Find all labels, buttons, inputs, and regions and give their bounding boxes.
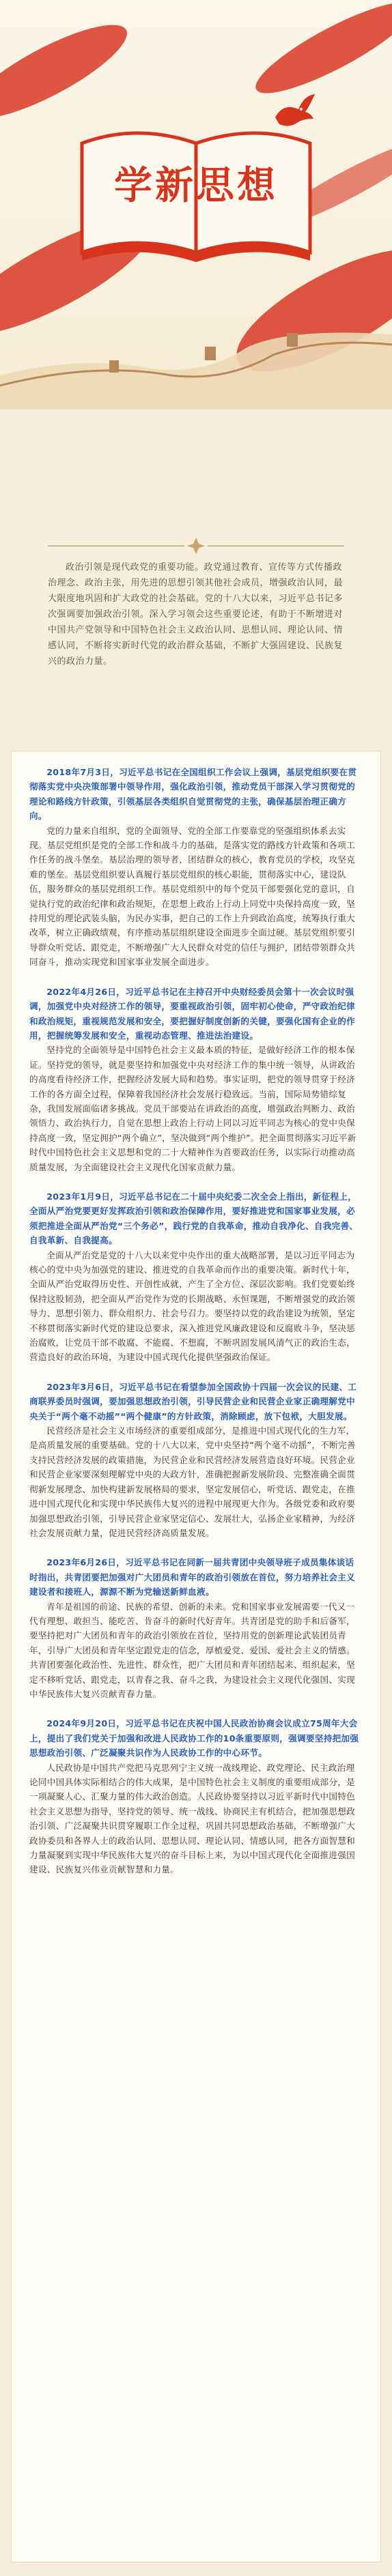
section-2018 — [29, 765, 363, 970]
content-card — [11, 751, 381, 2562]
section-lead: 2022年4月26日，习近平总书记在主持召开中央财经委员会第十一次会议时强调，加强党中央对经济工作的领导，要重视政治引领，固牢初心使命，严守政治纪律和政治规矩，重视规范发展和安全，要把握好制度创新的关键，要强化国有企业的作用，把握统筹发展和安全，重视动态管理、推进法治建设。 — [29, 986, 356, 1041]
section-body: 人民政协是中国共产党把马克思列宁主义统一战线理论、政党理论、民主政治理论同中国具体实际相结合的伟大成果，是中国特色社会主义制度的重要组成部分，是一项凝聚人心、汇聚力量的伟大政治创造。人民政协要坚持以习近平新时代中国特色社会主义思想为指导，坚持党的领导、统一战线、协商民主有机结合，把加强思想政治引领、广泛凝聚共识贯穿履职工作全过程，巩固共同思想政治基础，不断增强广大政协委员和各界人士的政治认同、思想认同、理论认同、情感认同，把各方面智慧和力量凝聚到实现中华民族伟大复兴的奋斗目标上来，为以中国式现代化全面推进强国建设、民族复兴伟业贡献智慧和力量。 — [29, 1762, 356, 1875]
section-2022 — [29, 985, 363, 1174]
section-body: 全面从严治党是党的十八大以来党中央作出的重大战略部署，是以习近平同志为核心的党中央为加强党的建设、推进党的自我革命而作出的重要决策。新时代十年，全面从严治党取得历史性、开创性成就，产生了全方位、深层次影响。我们党要始终保持这股韧劲，把全面从严治党作为党的长期战略、永恒课题，不断增强党的政治领导力、思想引领力、群众组织力、社会号召力。要坚持以党的政治建设为统领，坚定不移贯彻落实新时代党的建设总要求，深入推进党风廉政建设和反腐败斗争，坚决惩治腐败，让党员干部不敢腐、不能腐、不想腐，不断巩固发展风清气正的政治生态，营造良好的政治环境，为建设中国式现代化提供坚强政治保证。 — [29, 1249, 356, 1363]
page-title: 学新思想 — [114, 163, 278, 208]
section-lead: 2023年6月26日，习近平总书记在同新一届共青团中央领导班子成员集体谈话时指出，共青团要把加强对广大团员和青年的政治引领放在首位，努力培养社会主义建设者和接班人，源源不断为党输送新鲜血液。 — [29, 1557, 356, 1597]
section-body: 青年是祖国的前途、民族的希望、创新的未来。党和国家事业发展需要一代又一代有理想、敢担当、能吃苦、肯奋斗的新时代好青年。共青团是党的助手和后备军，要坚持把对广大团员和青年的政治引领放在首位，坚持用党的创新理论武装团员青年，引导广大团员和青年坚定跟党走的信念，厚植爱党、爱国、爱社会主义的情感。共青团要强化政治性、先进性、群众性，把广大团员和青年团结起来、组织起来，坚定不移听党话、跟党走，以青春之我、奋斗之我，为建设社会主义现代化强国、实现中华民族伟大复兴贡献青春力量。 — [29, 1601, 356, 1699]
section-body: 坚持党的全面领导是中国特色社会主义最本质的特征，是做好经济工作的根本保证。坚持党的领导，就是要坚持和加强党中央对经济工作的集中统一领导，从讲政治的高度看待经济工作，把握经济发展大局和趋势。事实证明，把党的领导贯穿于经济工作的各方面全过程，保障着我国经济社会发展行稳致远。当前，国际局势错综复杂，我国发展面临诸多挑战。党员干部要站在讲政治的高度，增强政治判断力、政治领悟力、政治执行力，自觉在思想上政治上行动上同以习近平同志为核心的党中央保持高度一致，坚定拥护“两个确立”，坚决做到“两个维护”。把全面贯彻落实习近平新时代中国特色社会主义思想和党的二十大精神作为首要政治任务，以实际行动推动高质量发展，为全面建设社会主义现代化国家贡献力量。 — [29, 1045, 356, 1172]
dove-icon — [270, 89, 318, 136]
section-lead: 2018年7月3日，习近平总书记在全国组织工作会议上强调，基层党组织要在贯彻落实党中央决策部署中领导作用，强化政治引领，推动党员干部深入学习贯彻党的理论和路线方针政策，引领基层各类组织自觉贯彻党的主张，确保基层治理正确方向。 — [29, 767, 357, 822]
section-body: 党的力量来自组织，党的全面领导、党的全部工作要靠党的坚强组织体系去实现。基层党组织是党的全部工作和战斗力的基础，是落实党的路线方针政策和各项工作任务的战斗堡垒。基层治理的领导者，团结群众的核心，教育党员的学校，攻坚克难的堡垒。基层党组织要认真履行基层党组织的核心职能，贯彻落实中心，建设队伍，服务群众的基层党组织工作。基层党组织中的每个党员干部要强化党的意识，自觉执行党的政治纪律和政治规矩，在思想上政治上行动上同党中央保持高度一致，坚持用党的理论武装头脑，为民办实事，把自己的工作上升到政治高度，统筹执行重大改革，树立正确政绩观，有序推动基层组织建设全面进步全面过硬。基层党组织要引导群众听党话、跟党走，不断增强广大人民群众对党的信任与拥护，团结带领群众共同奋斗，推动实现党和国家事业发展全面进步。 — [29, 825, 356, 968]
section-2023-mar — [29, 1380, 363, 1540]
section-lead: 2023年1月9日，习近平总书记在二十届中央纪委二次全会上指出，新征程上，全面从严治党要更好发挥政治引领和政治保障作用，要好推进党和国家事业发展，必须把推进全面从严治党“三个务必”，践行党的自我革命，推动自我净化、自我完善、自我革新、自我提高。 — [29, 1191, 359, 1246]
great-wall-illustration — [0, 273, 392, 409]
intro-paragraph: 政治引领是现代政党的重要功能。政党通过教育、宣传等方式传播政治理念、政治主张，用先进的思想引领其他社会成员，增强政治认同，最大限度地巩固和扩大政党的社会基础。党的十八大以来，习近平总书记多次强调要加强政治引领。深入学习领会这些重要论述，有助于不断增进对中国共产党领导和中国特色社会主义政治认同、思想认同、理论认同、情感认同，不断将实新时代党的政治群众基础，不断扩大强固建设、民族复兴的政治力量。 — [48, 562, 344, 667]
section-body: 民营经济是社会主义市场经济的重要组成部分，是推进中国式现代化的生力军，是高质量发展的重要基础。党的十八大以来，党中央坚持“两个毫不动摇”，不断完善支持民营经济发展的政策措施，为民营企业和民营经济发展营造良好环境。民营企业和民营企业家要深刻理解党中央的大政方针，准确把握新发展阶段、完整准确全面贯彻新发展理念、加快构建新发展格局的要求，坚定发展信心，听党话、跟党走，在推进中国式现代化和实现中华民族伟大复兴的进程中展现更大作为。各级党委和政府要加强思想政治引领，引导民营企业家坚定信心、发展壮大，弘扬企业家精神，为经济社会发展贡献力量，促进民营经济高质量发展。 — [29, 1426, 356, 1538]
section-2023-jun — [29, 1555, 363, 1701]
section-2023-jan — [29, 1189, 363, 1365]
header-banner — [0, 0, 392, 409]
red-brush-stroke — [247, 0, 392, 108]
section-lead: 2024年9月20日，习近平总书记在庆祝中国人民政治协商会议成立75周年大会上，提出了我们党关于加强和改进人民政协工作的10条重要原则，强调要坚持把加强思想政治引领、广泛凝聚共识作为人民政协工作的中心环节。 — [29, 1718, 359, 1759]
divider-ornament — [0, 536, 392, 556]
section-lead: 2023年3月6日，习近平总书记在看望参加全国政协十四届一次会议的民建、工商联界委员时强调，要加强思想政治引领，引导民营企业和民营企业家正确理解党中央关于“两个毫不动摇”“两个健康”的方针政策，消除顾虑，放下包袱，大胆发展。 — [29, 1381, 357, 1421]
section-2024 — [29, 1716, 363, 1877]
